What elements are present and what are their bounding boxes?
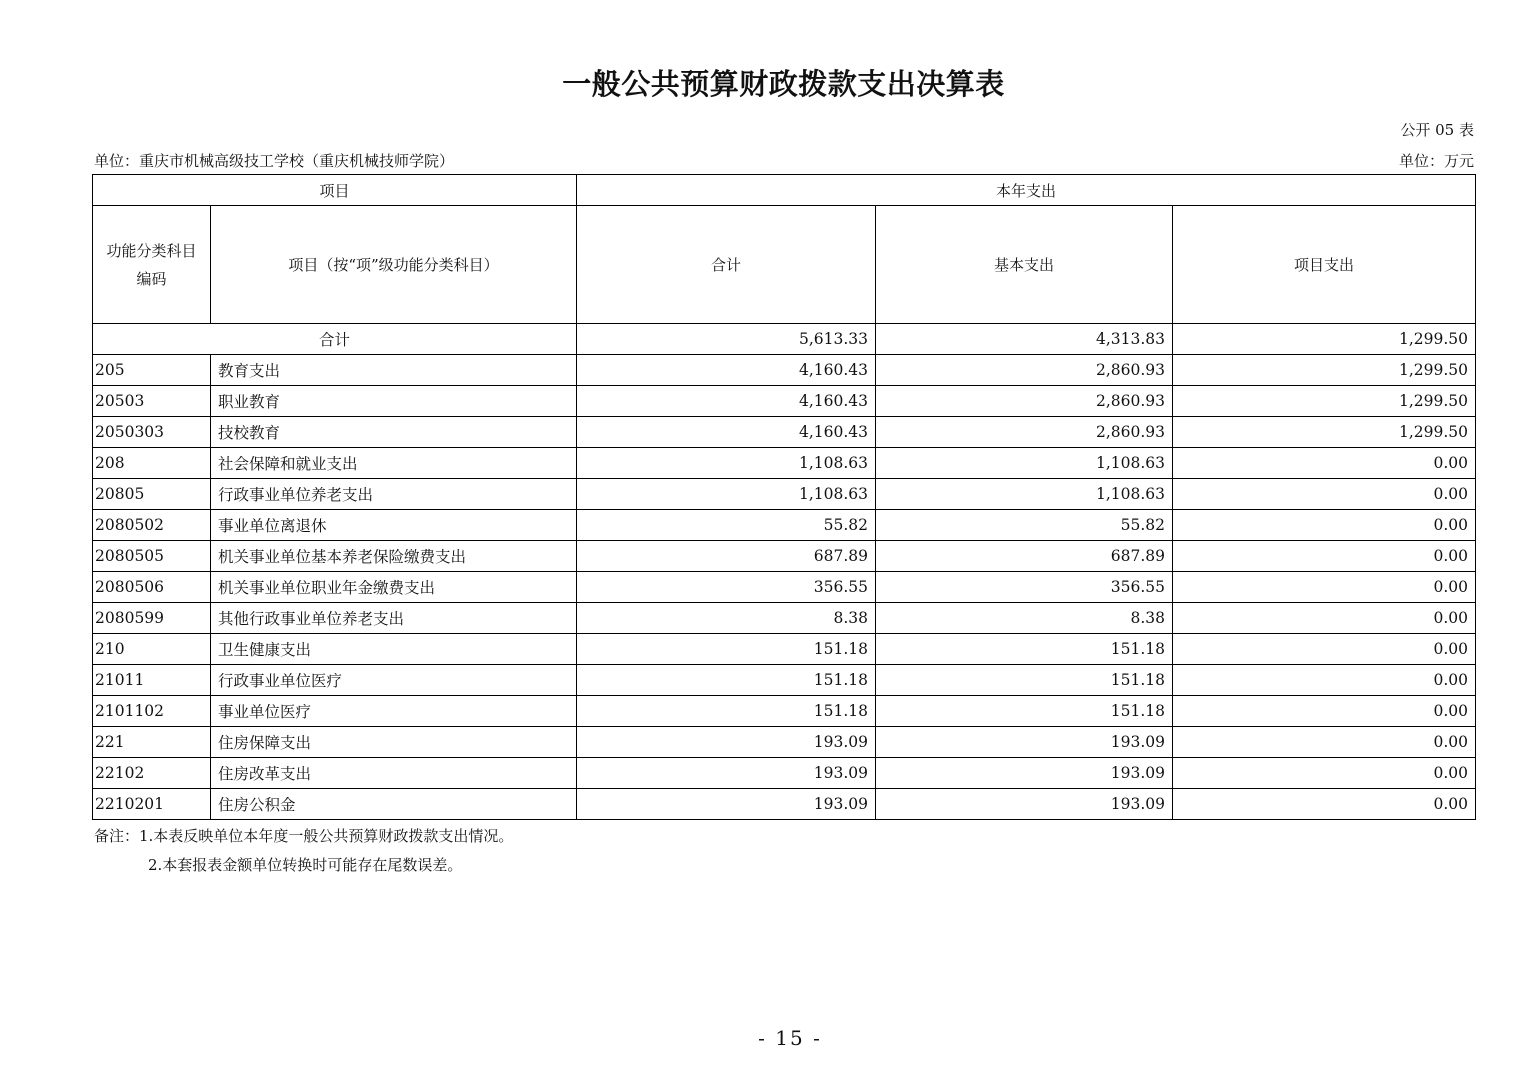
expenditure-table — [92, 174, 1476, 820]
header-item: 项目 — [93, 175, 577, 206]
row-name: 职业教育 — [211, 386, 577, 417]
row-basic: 193.09 — [876, 789, 1173, 820]
row-basic: 2,860.93 — [876, 417, 1173, 448]
row-basic: 1,108.63 — [876, 479, 1173, 510]
notes — [94, 822, 513, 880]
table-row — [93, 479, 1476, 510]
table-row — [93, 634, 1476, 665]
money-unit: 单位：万元 — [1398, 152, 1474, 170]
row-code: 205 — [93, 355, 211, 386]
row-total: 55.82 — [577, 510, 876, 541]
row-total: 151.18 — [577, 665, 876, 696]
row-name: 社会保障和就业支出 — [211, 448, 577, 479]
total-sum: 5,613.33 — [577, 324, 876, 355]
row-total: 151.18 — [577, 696, 876, 727]
note-2: 2.本套报表金额单位转换时可能存在尾数误差。 — [148, 856, 463, 874]
row-code: 2210201 — [93, 789, 211, 820]
row-basic: 2,860.93 — [876, 386, 1173, 417]
row-code: 2050303 — [93, 417, 211, 448]
table-number: 公开 05 表 — [1400, 121, 1474, 139]
row-basic: 151.18 — [876, 665, 1173, 696]
total-row — [93, 324, 1476, 355]
row-basic: 193.09 — [876, 727, 1173, 758]
row-project: 0.00 — [1173, 510, 1476, 541]
table-row — [93, 789, 1476, 820]
total-label: 合计 — [93, 324, 577, 355]
row-total: 1,108.63 — [577, 448, 876, 479]
table-row — [93, 355, 1476, 386]
row-total: 356.55 — [577, 572, 876, 603]
row-project: 0.00 — [1173, 541, 1476, 572]
row-basic: 151.18 — [876, 696, 1173, 727]
page-number: - 15 - — [758, 1026, 822, 1050]
row-total: 4,160.43 — [577, 386, 876, 417]
row-project: 0.00 — [1173, 572, 1476, 603]
row-name: 住房保障支出 — [211, 727, 577, 758]
row-name: 住房改革支出 — [211, 758, 577, 789]
table-row — [93, 603, 1476, 634]
row-project: 0.00 — [1173, 727, 1476, 758]
row-code: 2080599 — [93, 603, 211, 634]
table-row — [93, 510, 1476, 541]
row-code: 210 — [93, 634, 211, 665]
row-name: 住房公积金 — [211, 789, 577, 820]
row-project: 1,299.50 — [1173, 355, 1476, 386]
total-basic: 4,313.83 — [876, 324, 1173, 355]
row-name: 事业单位医疗 — [211, 696, 577, 727]
row-project: 1,299.50 — [1173, 417, 1476, 448]
row-code: 20805 — [93, 479, 211, 510]
table-row — [93, 665, 1476, 696]
table-row — [93, 417, 1476, 448]
row-basic: 193.09 — [876, 758, 1173, 789]
row-code: 20503 — [93, 386, 211, 417]
row-name: 事业单位离退休 — [211, 510, 577, 541]
row-project: 0.00 — [1173, 448, 1476, 479]
reporting-unit: 单位：重庆市机械高级技工学校（重庆机械技师学院） — [94, 152, 455, 170]
row-name: 行政事业单位养老支出 — [211, 479, 577, 510]
row-name: 其他行政事业单位养老支出 — [211, 603, 577, 634]
table-row — [93, 696, 1476, 727]
table-row — [93, 572, 1476, 603]
row-code: 2080505 — [93, 541, 211, 572]
row-project: 0.00 — [1173, 603, 1476, 634]
row-project: 0.00 — [1173, 479, 1476, 510]
row-total: 193.09 — [577, 727, 876, 758]
row-project: 0.00 — [1173, 696, 1476, 727]
row-total: 193.09 — [577, 789, 876, 820]
row-code: 208 — [93, 448, 211, 479]
table-row — [93, 541, 1476, 572]
row-name: 卫生健康支出 — [211, 634, 577, 665]
table-row — [93, 386, 1476, 417]
table-row — [93, 758, 1476, 789]
header-basic: 基本支出 — [876, 206, 1173, 324]
row-project: 1,299.50 — [1173, 386, 1476, 417]
row-total: 151.18 — [577, 634, 876, 665]
row-project: 0.00 — [1173, 634, 1476, 665]
header-row-2 — [93, 206, 1476, 324]
row-basic: 687.89 — [876, 541, 1173, 572]
row-total: 1,108.63 — [577, 479, 876, 510]
row-basic: 2,860.93 — [876, 355, 1173, 386]
row-total: 193.09 — [577, 758, 876, 789]
row-name: 技校教育 — [211, 417, 577, 448]
row-code: 22102 — [93, 758, 211, 789]
row-basic: 1,108.63 — [876, 448, 1173, 479]
header-code: 功能分类科目编码 — [93, 206, 211, 324]
row-project: 0.00 — [1173, 758, 1476, 789]
header-row-1 — [93, 175, 1476, 206]
row-name: 机关事业单位职业年金缴费支出 — [211, 572, 577, 603]
row-project: 0.00 — [1173, 789, 1476, 820]
row-code: 2080502 — [93, 510, 211, 541]
row-basic: 151.18 — [876, 634, 1173, 665]
row-code: 221 — [93, 727, 211, 758]
row-code: 21011 — [93, 665, 211, 696]
row-project: 0.00 — [1173, 665, 1476, 696]
row-code: 2080506 — [93, 572, 211, 603]
row-name: 行政事业单位医疗 — [211, 665, 577, 696]
row-name: 教育支出 — [211, 355, 577, 386]
total-project: 1,299.50 — [1173, 324, 1476, 355]
note-1: 备注：1.本表反映单位本年度一般公共预算财政拨款支出情况。 — [94, 827, 514, 845]
row-basic: 8.38 — [876, 603, 1173, 634]
row-code: 2101102 — [93, 696, 211, 727]
row-basic: 356.55 — [876, 572, 1173, 603]
row-name: 机关事业单位基本养老保险缴费支出 — [211, 541, 577, 572]
table-row — [93, 727, 1476, 758]
row-total: 4,160.43 — [577, 417, 876, 448]
row-basic: 55.82 — [876, 510, 1173, 541]
header-item-name: 项目（按“项”级功能分类科目） — [211, 206, 577, 324]
header-total: 合计 — [577, 206, 876, 324]
header-project: 项目支出 — [1173, 206, 1476, 324]
row-total: 8.38 — [577, 603, 876, 634]
table-row — [93, 448, 1476, 479]
header-current-year: 本年支出 — [577, 175, 1476, 206]
row-total: 4,160.43 — [577, 355, 876, 386]
row-total: 687.89 — [577, 541, 876, 572]
page-title: 一般公共预算财政拨款支出决算表 — [562, 67, 1005, 101]
